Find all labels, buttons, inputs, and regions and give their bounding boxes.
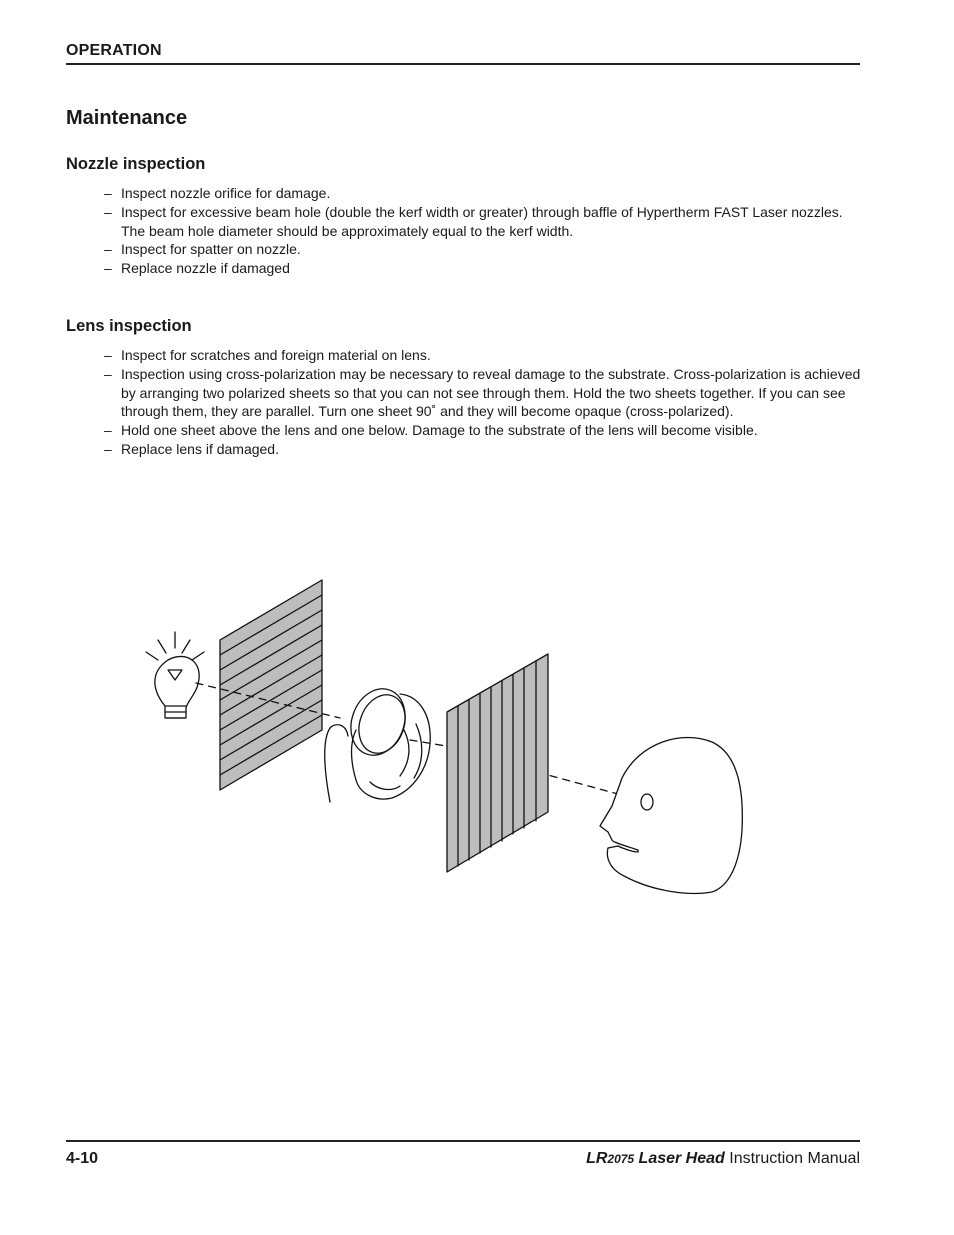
- light-bulb-icon: [146, 632, 204, 718]
- page-title: Maintenance: [66, 107, 188, 129]
- list-item: – Inspect for spatter on nozzle.: [104, 241, 301, 258]
- observer-head: [600, 738, 742, 894]
- list-item: – Replace nozzle if damaged: [104, 260, 290, 277]
- nozzle-list: [104, 184, 864, 278]
- product-number: 2075: [607, 1152, 635, 1166]
- lens-heading: Lens inspection: [66, 317, 192, 335]
- list-item: – Inspect nozzle orifice for damage.: [104, 185, 331, 201]
- list-item: – Replace lens if damaged.: [104, 440, 279, 457]
- cross-polarization-illustration: [140, 570, 750, 910]
- footer-rule: [66, 1140, 860, 1142]
- list-item: – Inspection using cross-polarization may be necessary to reveal damage to the substrate. Cross-polarization is achieved by arranging two polarized sheets so that you can not see through them. Hold the two sheets together. If you can see through them, they are parallel. Turn one sheet 90˚ and they will become opaque (cross-polarized).: [104, 365, 861, 420]
- polarizer-sheet-vertical: [447, 654, 548, 872]
- product-name: Laser Head: [634, 1150, 725, 1167]
- list-item: – Inspect for excessive beam hole (double the kerf width or greater) through baffle of Hypertherm FAST Laser nozzles. The beam hole diameter should be approximately equal to the kerf width.: [104, 203, 843, 239]
- lens-list: [104, 346, 864, 459]
- footer-manual-title: [586, 1150, 860, 1168]
- list-item: – Inspect for scratches and foreign material on lens.: [104, 347, 431, 363]
- section-header: OPERATION: [66, 42, 162, 59]
- page-number: 4-10: [66, 1150, 99, 1167]
- polarizer-sheet-horizontal: [220, 580, 322, 790]
- product-prefix: LR: [586, 1150, 608, 1167]
- lens-in-hand: [325, 681, 430, 802]
- manual-label: Instruction Manual: [729, 1150, 860, 1167]
- header-rule: [66, 63, 860, 65]
- list-item: – Hold one sheet above the lens and one below. Damage to the substrate of the lens will become visible.: [104, 422, 758, 439]
- nozzle-heading: Nozzle inspection: [66, 155, 206, 173]
